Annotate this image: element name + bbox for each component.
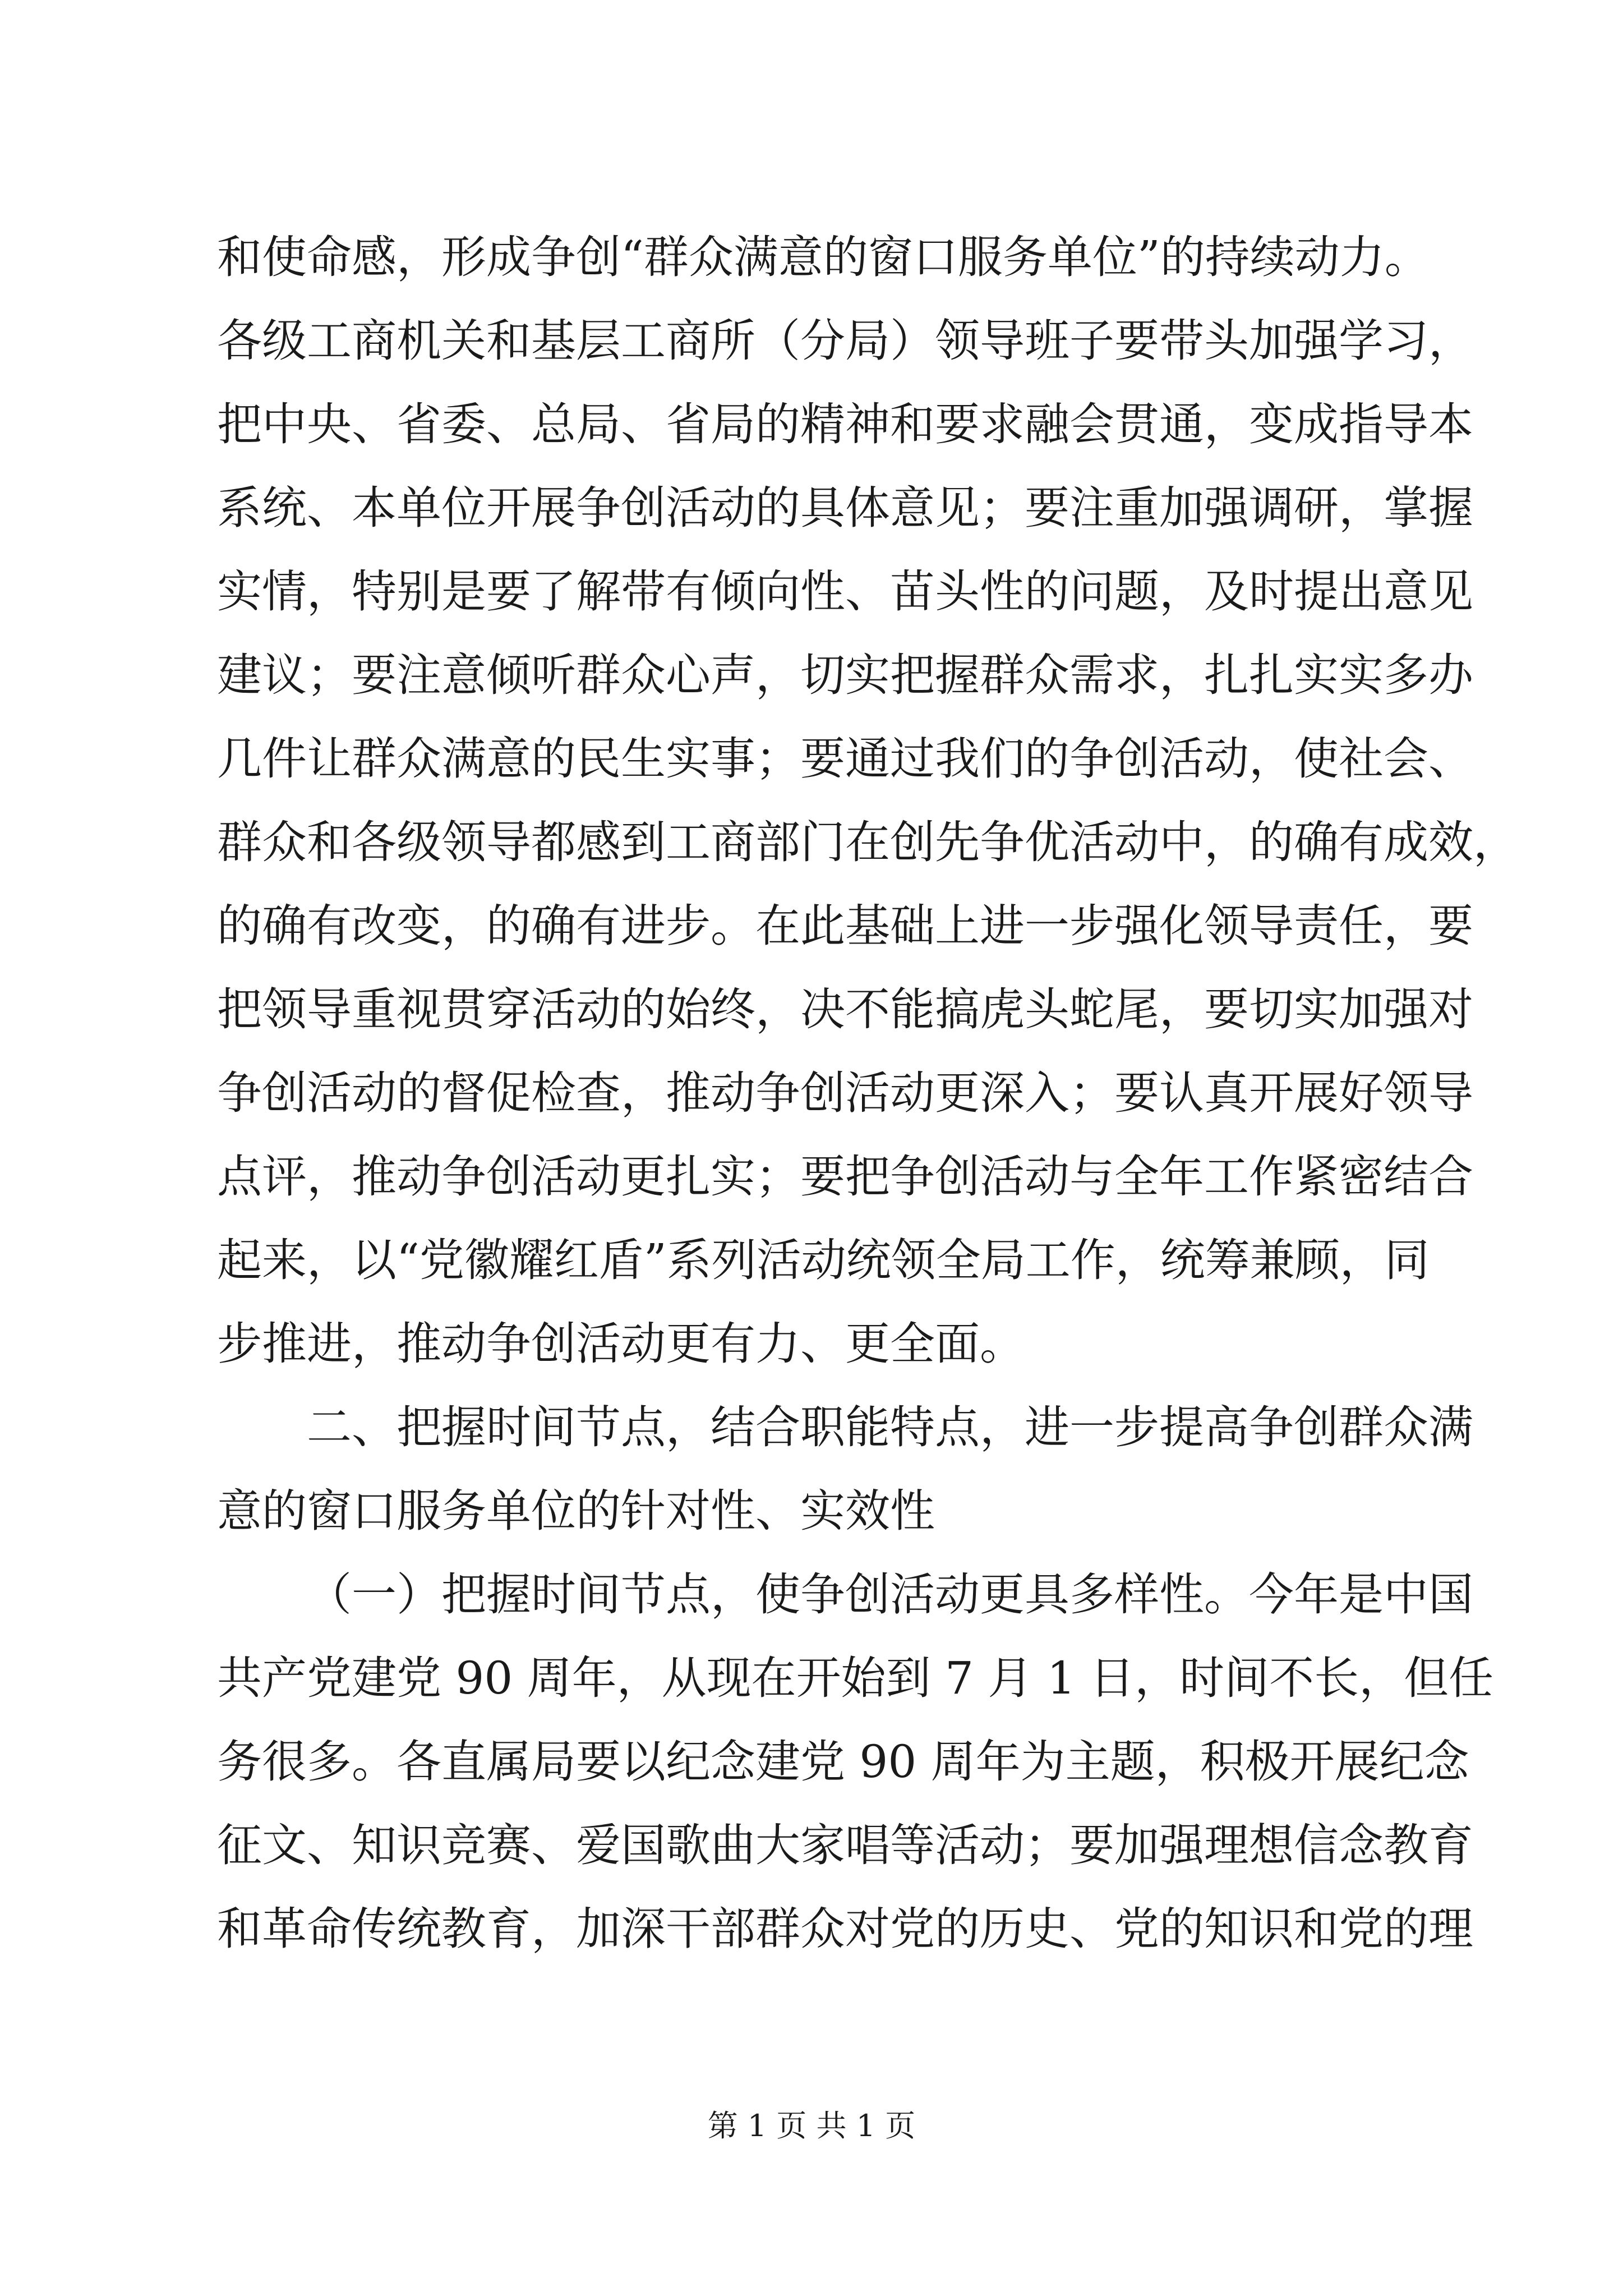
text-line: 起来，以“党徽耀红盾”系列活动统领全局工作，统筹兼顾，同 [217, 1234, 1430, 1286]
text-line: 把领导重视贯穿活动的始终，决不能搞虎头蛇尾，要切实加强对 [217, 983, 1473, 1036]
page-footer: 第 1 页 共 1 页 [707, 2108, 916, 2143]
section-heading-line: 意的窗口服务单位的针对性、实效性 [217, 1485, 935, 1537]
text-line: 务很多。各直属局要以纪念建党 90 周年为主题，积极开展纪念 [217, 1736, 1469, 1788]
text-line: 实情，特别是要了解带有倾向性、苗头性的问题，及时提出意见 [217, 565, 1473, 618]
subsection-line: （一）把握时间节点，使争创活动更具多样性。今年是中国 [307, 1568, 1473, 1621]
text-line: 各级工商机关和基层工商所（分局）领导班子要带头加强学习， [217, 315, 1473, 367]
text-line: 和使命感，形成争创“群众满意的窗口服务单位”的持续动力。 [217, 231, 1430, 283]
text-line: 和革命传统教育，加深干部群众对党的历史、党的知识和党的理 [217, 1903, 1473, 1955]
text-line: 建议；要注意倾听群众心声，切实把握群众需求，扎扎实实多办 [217, 649, 1473, 701]
text-line: 把中央、省委、总局、省局的精神和要求融会贯通，变成指导本 [217, 398, 1473, 450]
text-line: 共产党建党 90 周年，从现在开始到 7 月 1 日，时间不长，但任 [217, 1652, 1494, 1704]
text-line: 群众和各级领导都感到工商部门在创先争优活动中，的确有成效， [217, 816, 1518, 868]
text-line: 的确有改变，的确有进步。在此基础上进一步强化领导责任，要 [217, 900, 1473, 952]
text-line: 系统、本单位开展争创活动的具体意见；要注重加强调研，掌握 [217, 482, 1473, 534]
section-heading-line: 二、把握时间节点，结合职能特点，进一步提高争创群众满 [307, 1401, 1473, 1453]
text-line: 步推进，推动争创活动更有力、更全面。 [217, 1318, 1025, 1370]
text-line: 争创活动的督促检查，推动争创活动更深入；要认真开展好领导 [217, 1067, 1473, 1119]
text-line: 征文、知识竞赛、爱国歌曲大家唱等活动；要加强理想信念教育 [217, 1819, 1473, 1871]
text-line: 几件让群众满意的民生实事；要通过我们的争创活动，使社会、 [217, 733, 1473, 785]
text-line: 点评，推动争创活动更扎实；要把争创活动与全年工作紧密结合 [217, 1151, 1473, 1203]
document-body [217, 215, 1518, 1971]
